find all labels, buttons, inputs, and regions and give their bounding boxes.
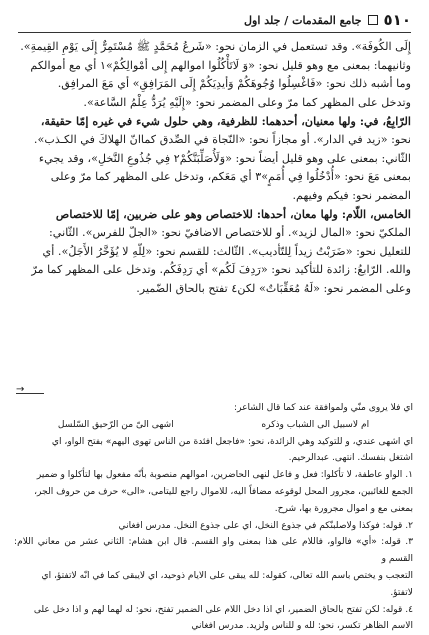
text-line: وعلى المضمر نحو: «لَهُ مُعَقِّبَاتٌ» لكن٤ تفتح بالحاق الضّمير. [136,281,411,295]
footnote-line: ٣. قوله: «أي» فالواو، فاللام على هذا بمعنى واو القسم. قال ابن هشام: الثاني عشر من معاني اللام: القسم و [14,537,413,565]
text-line: للتعليل نحو: «ضَرَبْتُ زيداً لِلتّأديب». الثّالث: للقسم نحو: «لِلّهِ لا يُؤَخَّرُ الأَجَلُ». أي [42,244,411,258]
verse-hemistich-left: اشهى الىّ من الرّحيق السّلسل [57,419,174,430]
footnote-line: التعجب و يختص باسم الله تعالى، كقوله: لله يبقى على الايام ذوحيد، اي لايبقى كما في انّه لاتفتؤ، اي [41,570,413,581]
text-line: المضمر نحو: فيكم وفيهم. [292,188,411,202]
text-line: الخامس، اللّام: ولها معان، أحدها: للاختصاص وهو على ضربين، إمّا للاختصاص [55,207,411,222]
footnote-separator [16,393,44,394]
text-line: والله. الرّابعُ: زائدة للتأكيد نحو: «رَدِفَ لَكُم» أي رَدِفَكُم. وتدخل على المظهر كما مرّ [31,263,411,277]
footnote-line: اي اشهى عندي، و للتوكيد وهي الزائدة، نحو: «فاجعل افئدة من الناس تهوى اليهم» بفتح الواو، اي [51,436,413,447]
text-line: بمعنى مَعَ نحو: «أُدْخُلُوا فِي أُمَمٍ»٣ أي مَعَكم، وتدخل على المظهر كما مرّ وعلى [50,170,411,184]
book-title: جامع المقدمات / جلد اول [244,13,362,27]
text-line: الملكيّ نحو: «المال لزيد». أو للاختصاص الاضافيّ نحو: «الجلّ للفرس». الثّاني: [48,225,411,239]
footnote-line: ٢. قوله: فوكذا ولاصلبنّكم في جذوع النخل، اي على جذوع النخل. مدرس افغاني [118,520,413,531]
verse [14,417,413,434]
text-line: الثّاني: بمعنى على وهو قليل أيضاً نحو: «وَلَأُصَلِّبَنَّكُمْ٢ فِي جُذُوعِ النَّخلِ»، وقد يجيء [38,151,411,165]
footnote-line: بمعنى مع و اموال مجرورة بها، شرح. [274,503,413,514]
square-icon [368,15,378,25]
main-text [16,38,411,298]
text-line: وتدخل على المظهر كما مرّ وعلى المضمر نحو: «إِلَيْهِ يُرَدُّ عِلْمُ السَّاعة». [83,95,411,109]
page-header [18,8,411,33]
text-line: الرّابِعُ، في: ولها معنيان، أحدهما: للظرفية، وهي حلول شيء في غيره إمّا حقيقة، [40,114,411,129]
continuation-arrow: → [16,384,25,395]
footnote-line: اي فلا يروى منّي ولموافقة عند كما قال الشاعر: [234,403,413,413]
text-line: نحو: «زيد في الدار». أو مجازاً نحو: «النّجاة في الصِّدق كماانّ الهلاكَ في الكـذب». [33,132,411,146]
text-line: وثانيهما: بمعنى مع وهو قليل نحو: «وَ لَاتَأْكُلُوا اموالهم إِلى أمْوالِكُمْ»١ أي مع أموالكم [30,58,411,72]
footnotes [14,400,413,635]
text-line: إِلَى الكُوفَة». وقد تستعمل في الزمان نحو: «شَرعُ مُحَمَّدٍ ﷺ مُسْتَمِرٌّ إِلَى يَوْمِ القِيمةِ». [20,40,411,53]
verse-hemistich-right: ام لاسبيل الى الشباب وذكره [261,419,370,430]
footnote-line: ٤. قوله: لكن تفتح بالحاق الضمير، اي اذا دخل اللام على الضمير تفتح، نحو: له لهما لهم و اذا دخل على [33,604,413,615]
footnote-line: الاسم الظاهر تكسر، نحو: لله و للناس ولزيد. مدرس افغاني [191,621,413,632]
text-line: وما أشبه ذلك نحو: «فَاغْسِلُوا وُجُوهَكُمْ وَأيدِيَكُمْ إِلَى المَرَافِقِ» أي مَعَ المرافِق. [57,77,411,91]
page-number: ٥١٠ [383,11,411,29]
footnote-line: الجمع للغائبين، مجرور المحل لوقوعه مضافاً اليه، للاموال راجع لليتامى، «الى» حرف من حروف الجر، [34,486,413,497]
footnote-line: اشتغل بنفسك. انتهى. عبدالرحيم. [288,453,413,464]
footnote-line: ١. الواو عاطفة، لا تأكلوا: فعل و فاعل لنهى الحاضرين، اموالهم منصوبة بأنّه مفعول بها لتأكلوا و ضمير [36,470,413,481]
footnote-line: لاتفتؤ. [390,587,413,598]
